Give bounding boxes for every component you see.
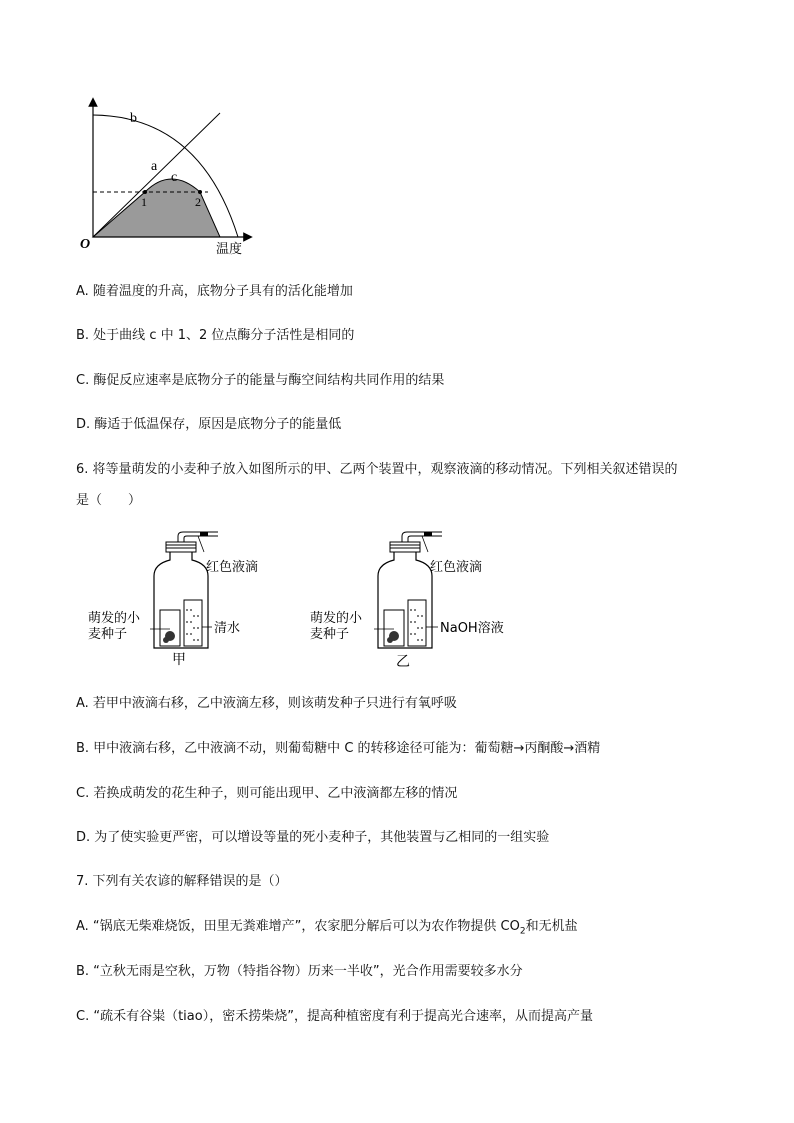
jia-caption: 甲 (172, 652, 186, 668)
yi-seed-label-1: 萌发的小 (310, 611, 363, 626)
q6-option-b: B. 甲中液滴右移，乙中液滴不动，则葡萄糖中 C 的转移途径可能为：葡萄糖→丙酮酸→酒精 (76, 741, 601, 756)
red-droplet-jia (200, 532, 208, 536)
figure-enzyme-temperature (70, 96, 260, 258)
jia-seed-label-2: 麦种子 (88, 627, 128, 642)
curve-a-label: a (151, 159, 158, 174)
q6-stem-line2: 是（ ） (76, 493, 142, 508)
jia-seed-label-1: 萌发的小 (88, 611, 141, 626)
yi-droplet-label: 红色液滴 (430, 560, 483, 575)
q7-option-a (76, 918, 578, 941)
curve-c-label: c (171, 170, 178, 185)
q5-option-b: B. 处于曲线 c 中 1、2 位点酶分子活性是相同的 (76, 328, 355, 343)
apparatus-yi (310, 532, 504, 670)
origin-label: O (80, 237, 91, 252)
curve-b-label: b (130, 111, 137, 126)
q5-option-d: D. 酶适于低温保存，原因是底物分子的能量低 (76, 417, 342, 432)
q6-option-d: D. 为了使实验更严密，可以增设等量的死小麦种子，其他装置与乙相同的一组实验 (76, 830, 550, 845)
yi-seed-label-2: 麦种子 (310, 627, 350, 642)
q7-option-a-suffix: 和无机盐 (525, 919, 578, 934)
point-1-label: 1 (141, 195, 147, 209)
point-1 (143, 190, 147, 194)
q7-stem: 7. 下列有关农谚的解释错误的是（） (76, 874, 288, 889)
point-2-label: 2 (195, 195, 201, 209)
q7-option-a-prefix: A. “锅底无柴难烧饭，田里无粪难增产”，农家肥分解后可以为农作物提供 CO (76, 919, 520, 934)
q7-option-a-subscript: 2 (519, 926, 526, 937)
apparatus-jia (88, 532, 258, 668)
q5-option-a: A. 随着温度的升高，底物分子具有的活化能增加 (76, 284, 353, 299)
q6-stem-line1: 6. 将等量萌发的小麦种子放入如图所示的甲、乙两个装置中，观察液滴的移动情况。下列相关叙述错误的 (76, 462, 678, 477)
q6-option-c: C. 若换成萌发的花生种子，则可能出现甲、乙中液滴都左移的情况 (76, 786, 458, 801)
jia-liquid-label: 清水 (214, 621, 241, 636)
figure-apparatus (80, 530, 530, 672)
jia-droplet-label: 红色液滴 (206, 560, 259, 575)
q5-option-c: C. 酶促反应速率是底物分子的能量与酶空间结构共同作用的结果 (76, 373, 445, 388)
q7-option-b: B. “立秋无雨是空秋，万物（特指谷物）历来一半收”，光合作用需要较多水分 (76, 964, 523, 979)
q7-option-c: C. “疏禾有谷粜（tiao），密禾捞柴烧”，提高种植密度有利于提高光合速率，从而提高产量 (76, 1009, 593, 1024)
yi-liquid-label: NaOH溶液 (440, 621, 504, 636)
q6-option-a: A. 若甲中液滴右移，乙中液滴左移，则该萌发种子只进行有氧呼吸 (76, 696, 457, 711)
red-droplet-yi (424, 532, 432, 536)
x-axis-label: 温度 (216, 242, 243, 257)
point-2 (198, 190, 202, 194)
yi-caption: 乙 (396, 654, 410, 670)
